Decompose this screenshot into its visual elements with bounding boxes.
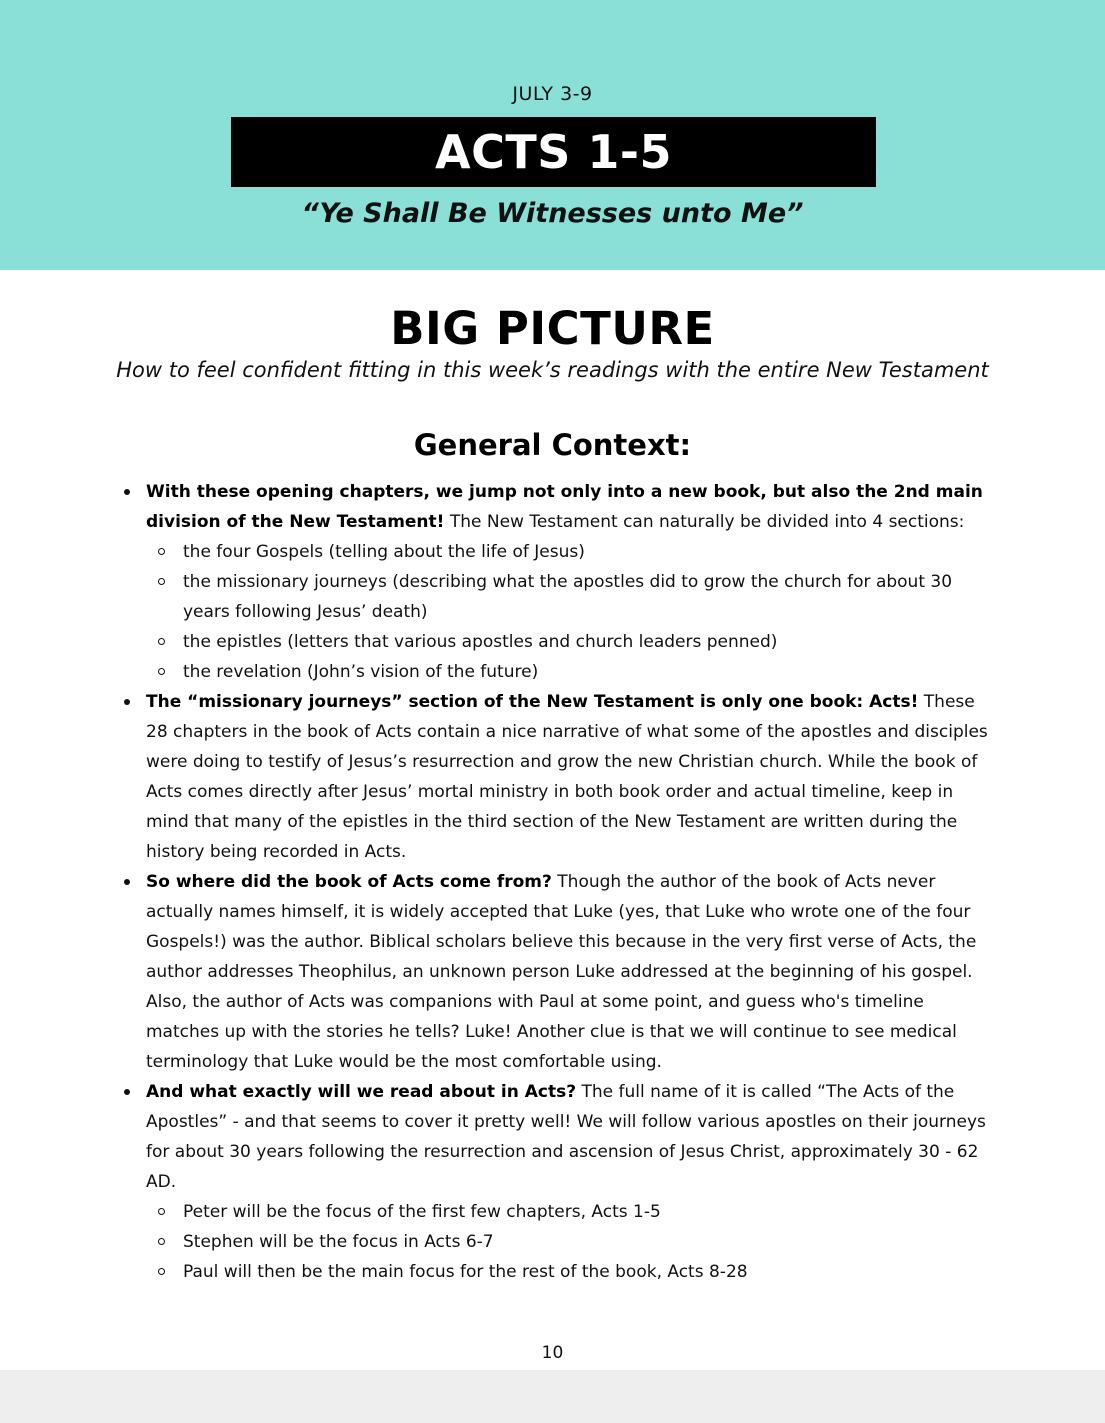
bullet-text: These 28 chapters in the book of Acts contain a nice narrative of what some of the apostles and disciples were doing to testify of Jesus’s resurrection and grow the new Christian church. While the book of Acts comes directly after Jesus’ mortal ministry in both book order and actual timeline, keep in mind that many of the epistles in the third section of the New Testament are written during the history being recorded in Acts.	[146, 692, 988, 862]
sub-bullet-item: the revelation (John’s vision of the future)	[146, 657, 1000, 687]
page-number: 10	[541, 1343, 564, 1363]
date-range: JULY 3-9	[512, 83, 593, 105]
sub-bullet-list	[146, 1197, 1000, 1287]
context-heading: General Context:	[413, 428, 692, 462]
bullet-item	[120, 1077, 1000, 1287]
sub-bullet-item: Stephen will be the focus in Acts 6-7	[146, 1227, 1000, 1257]
bullet-item	[120, 867, 1000, 1077]
bullet-bold-lead: And what exactly will we read about in Acts?	[146, 1082, 577, 1102]
section-heading: BIG PICTURE	[390, 302, 715, 355]
section-subheading: How to feel confident fitting in this week’s readings with the entire New Testament	[116, 358, 989, 382]
bullet-bold-lead: With these opening chapters, we jump not only into a new book, but also the 2nd main division of the New Testament!	[146, 482, 983, 532]
bullet-text: The full name of it is called “The Acts of the Apostles” - and that seems to cover it pretty well! We will follow various apostles on their journeys for about 30 years following the resurrection and ascension of Jesus Christ, approximately 30 - 62 AD.	[146, 1082, 986, 1192]
sub-bullet-item: Peter will be the focus of the first few chapters, Acts 1-5	[146, 1197, 1000, 1227]
bullet-bold-lead: The “missionary journeys” section of the New Testament is only one book: Acts!	[146, 692, 919, 712]
bullet-bold-lead: So where did the book of Acts come from?	[146, 872, 552, 892]
bullet-item	[120, 687, 1000, 867]
page-title: ACTS 1-5	[231, 117, 876, 187]
bullet-list	[120, 477, 1000, 1287]
bullet-text: The New Testament can naturally be divided into 4 sections:	[444, 512, 965, 532]
sub-bullet-item: Paul will then be the main focus for the rest of the book, Acts 8-28	[146, 1257, 1000, 1287]
sub-bullet-item: the missionary journeys (describing what the apostles did to grow the church for about 30 years following Jesus’ death)	[146, 567, 1000, 627]
sub-bullet-item: the four Gospels (telling about the life of Jesus)	[146, 537, 1000, 567]
footer-strip	[0, 1370, 1105, 1423]
content-body	[120, 477, 1000, 1287]
sub-bullet-item: the epistles (letters that various apostles and church leaders penned)	[146, 627, 1000, 657]
sub-bullet-list	[146, 537, 1000, 687]
page-subtitle: “Ye Shall Be Witnesses unto Me”	[301, 198, 804, 229]
bullet-item	[120, 477, 1000, 687]
bullet-text: Though the author of the book of Acts never actually names himself, it is widely accepted that Luke (yes, that Luke who wrote one of the four Gospels!) was the author. Biblical scholars believe this because in the very first verse of Acts, the author addresses Theophilus, an unknown person Luke addressed at the beginning of his gospel. Also, the author of Acts was companions with Paul at some point, and guess who's timeline matches up with the stories he tells? Luke! Another clue is that we will continue to see medical terminology that Luke would be the most comfortable using.	[146, 872, 977, 1072]
